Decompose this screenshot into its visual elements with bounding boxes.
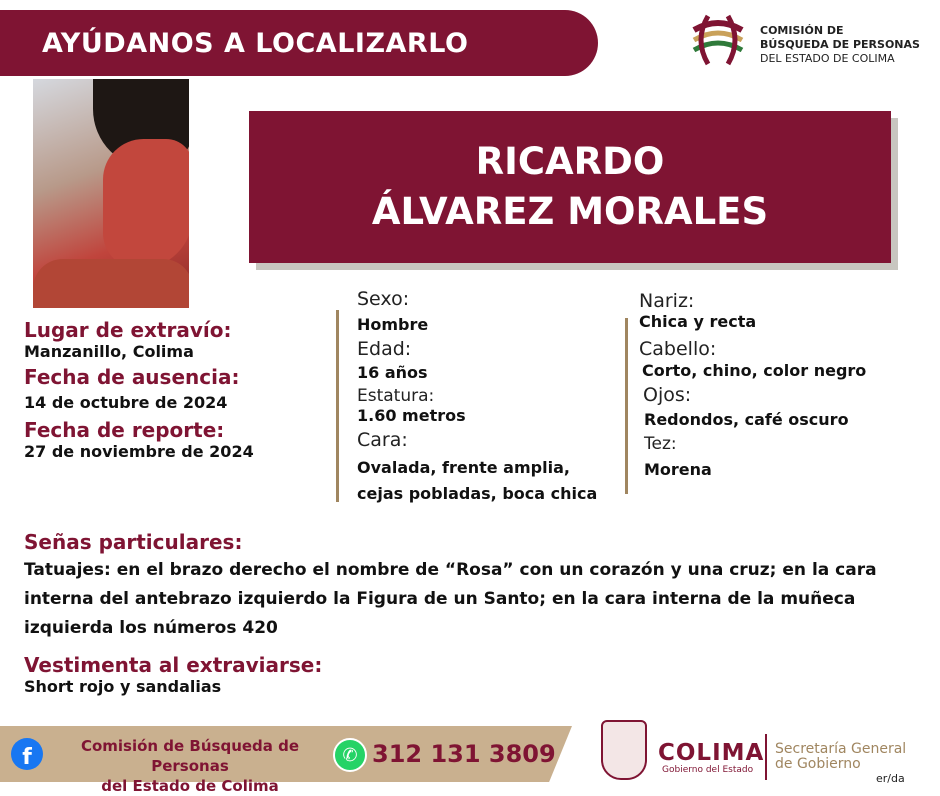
reporte-value: 27 de noviembre de 2024 — [24, 442, 254, 461]
secretaria-logo — [775, 742, 906, 772]
sexo-label: Sexo: — [357, 288, 410, 310]
cara-value-1: Ovalada, frente amplia, — [357, 458, 570, 477]
header-banner — [0, 10, 598, 76]
divider-mid — [336, 310, 339, 502]
lugar-label: Lugar de extravío: — [24, 318, 232, 342]
facebook-icon[interactable]: f — [11, 738, 43, 770]
lugar-value: Manzanillo, Colima — [24, 342, 194, 361]
person-first-name: RICARDO — [475, 140, 665, 183]
senas-label: Señas particulares: — [24, 530, 243, 554]
nariz-label: Nariz: — [639, 290, 695, 312]
ojos-value: Redondos, café oscuro — [644, 410, 849, 429]
phone-number[interactable]: 312 131 3809 — [372, 740, 556, 768]
divider-right — [625, 318, 628, 494]
footer-org-line-2: del Estado de Colima — [101, 777, 279, 795]
name-box — [249, 111, 891, 263]
details-middle — [357, 288, 597, 507]
edad-label: Edad: — [357, 338, 412, 360]
tez-label: Tez: — [644, 434, 677, 454]
person-last-name: ÁLVAREZ MORALES — [371, 190, 769, 233]
senas-section — [24, 530, 904, 643]
logo-line-3: DEL ESTADO DE COLIMA — [760, 52, 895, 65]
vestimenta-section — [24, 653, 624, 700]
estatura-value: 1.60 metros — [357, 406, 466, 425]
cara-value-2: cejas pobladas, boca chica — [357, 484, 598, 503]
vestimenta-label: Vestimenta al extraviarse: — [24, 653, 323, 677]
reporte-label: Fecha de reporte: — [24, 418, 225, 442]
colima-wordmark: COLIMA — [658, 740, 765, 766]
person-photo — [33, 79, 189, 308]
left-info — [24, 318, 324, 465]
secretaria-line-2: de Gobierno — [775, 756, 861, 772]
logo-line-2: BÚSQUEDA DE PERSONAS — [760, 38, 920, 51]
ausencia-label: Fecha de ausencia: — [24, 365, 240, 389]
ojos-label: Ojos: — [643, 384, 692, 406]
commission-logo-text — [760, 24, 920, 66]
footer-org — [40, 736, 340, 796]
footer-org-line-1: Comisión de Búsqueda de Personas — [80, 737, 300, 775]
ausencia-value: 14 de octubre de 2024 — [24, 393, 228, 412]
cara-label: Cara: — [357, 429, 408, 451]
tez-value: Morena — [644, 460, 712, 479]
banner-title: AYÚDANOS A LOCALIZARLO — [42, 27, 469, 59]
nariz-value: Chica y recta — [639, 312, 757, 331]
cabello-label: Cabello: — [639, 338, 717, 360]
details-right — [639, 290, 866, 479]
whatsapp-icon[interactable]: ✆ — [333, 738, 367, 772]
edad-value: 16 años — [357, 363, 428, 382]
credit-text: er/da — [876, 772, 905, 785]
footer-divider — [765, 734, 767, 780]
cabello-value: Corto, chino, color negro — [642, 361, 867, 380]
senas-line-1: Tatuajes: en el brazo derecho el nombre de “Rosa” con un corazón y una cruz; en la cara — [24, 560, 877, 580]
colima-subtitle: Gobierno del Estado — [662, 765, 754, 775]
commission-logo-icon — [684, 6, 752, 74]
senas-text — [24, 556, 904, 643]
sexo-value: Hombre — [357, 315, 429, 334]
secretaria-line-1: Secretaría General — [775, 741, 907, 757]
colima-crest-icon — [601, 720, 647, 780]
senas-line-3: izquierda los números 420 — [24, 618, 278, 638]
commission-logo — [684, 6, 934, 78]
logo-line-1: COMISIÓN DE — [760, 24, 844, 37]
senas-line-2: interna del antebrazo izquierdo la Figura de un Santo; en la cara interna de la muñeca — [24, 589, 856, 609]
estatura-label: Estatura: — [357, 386, 435, 406]
vestimenta-value: Short rojo y sandalias — [24, 677, 222, 696]
